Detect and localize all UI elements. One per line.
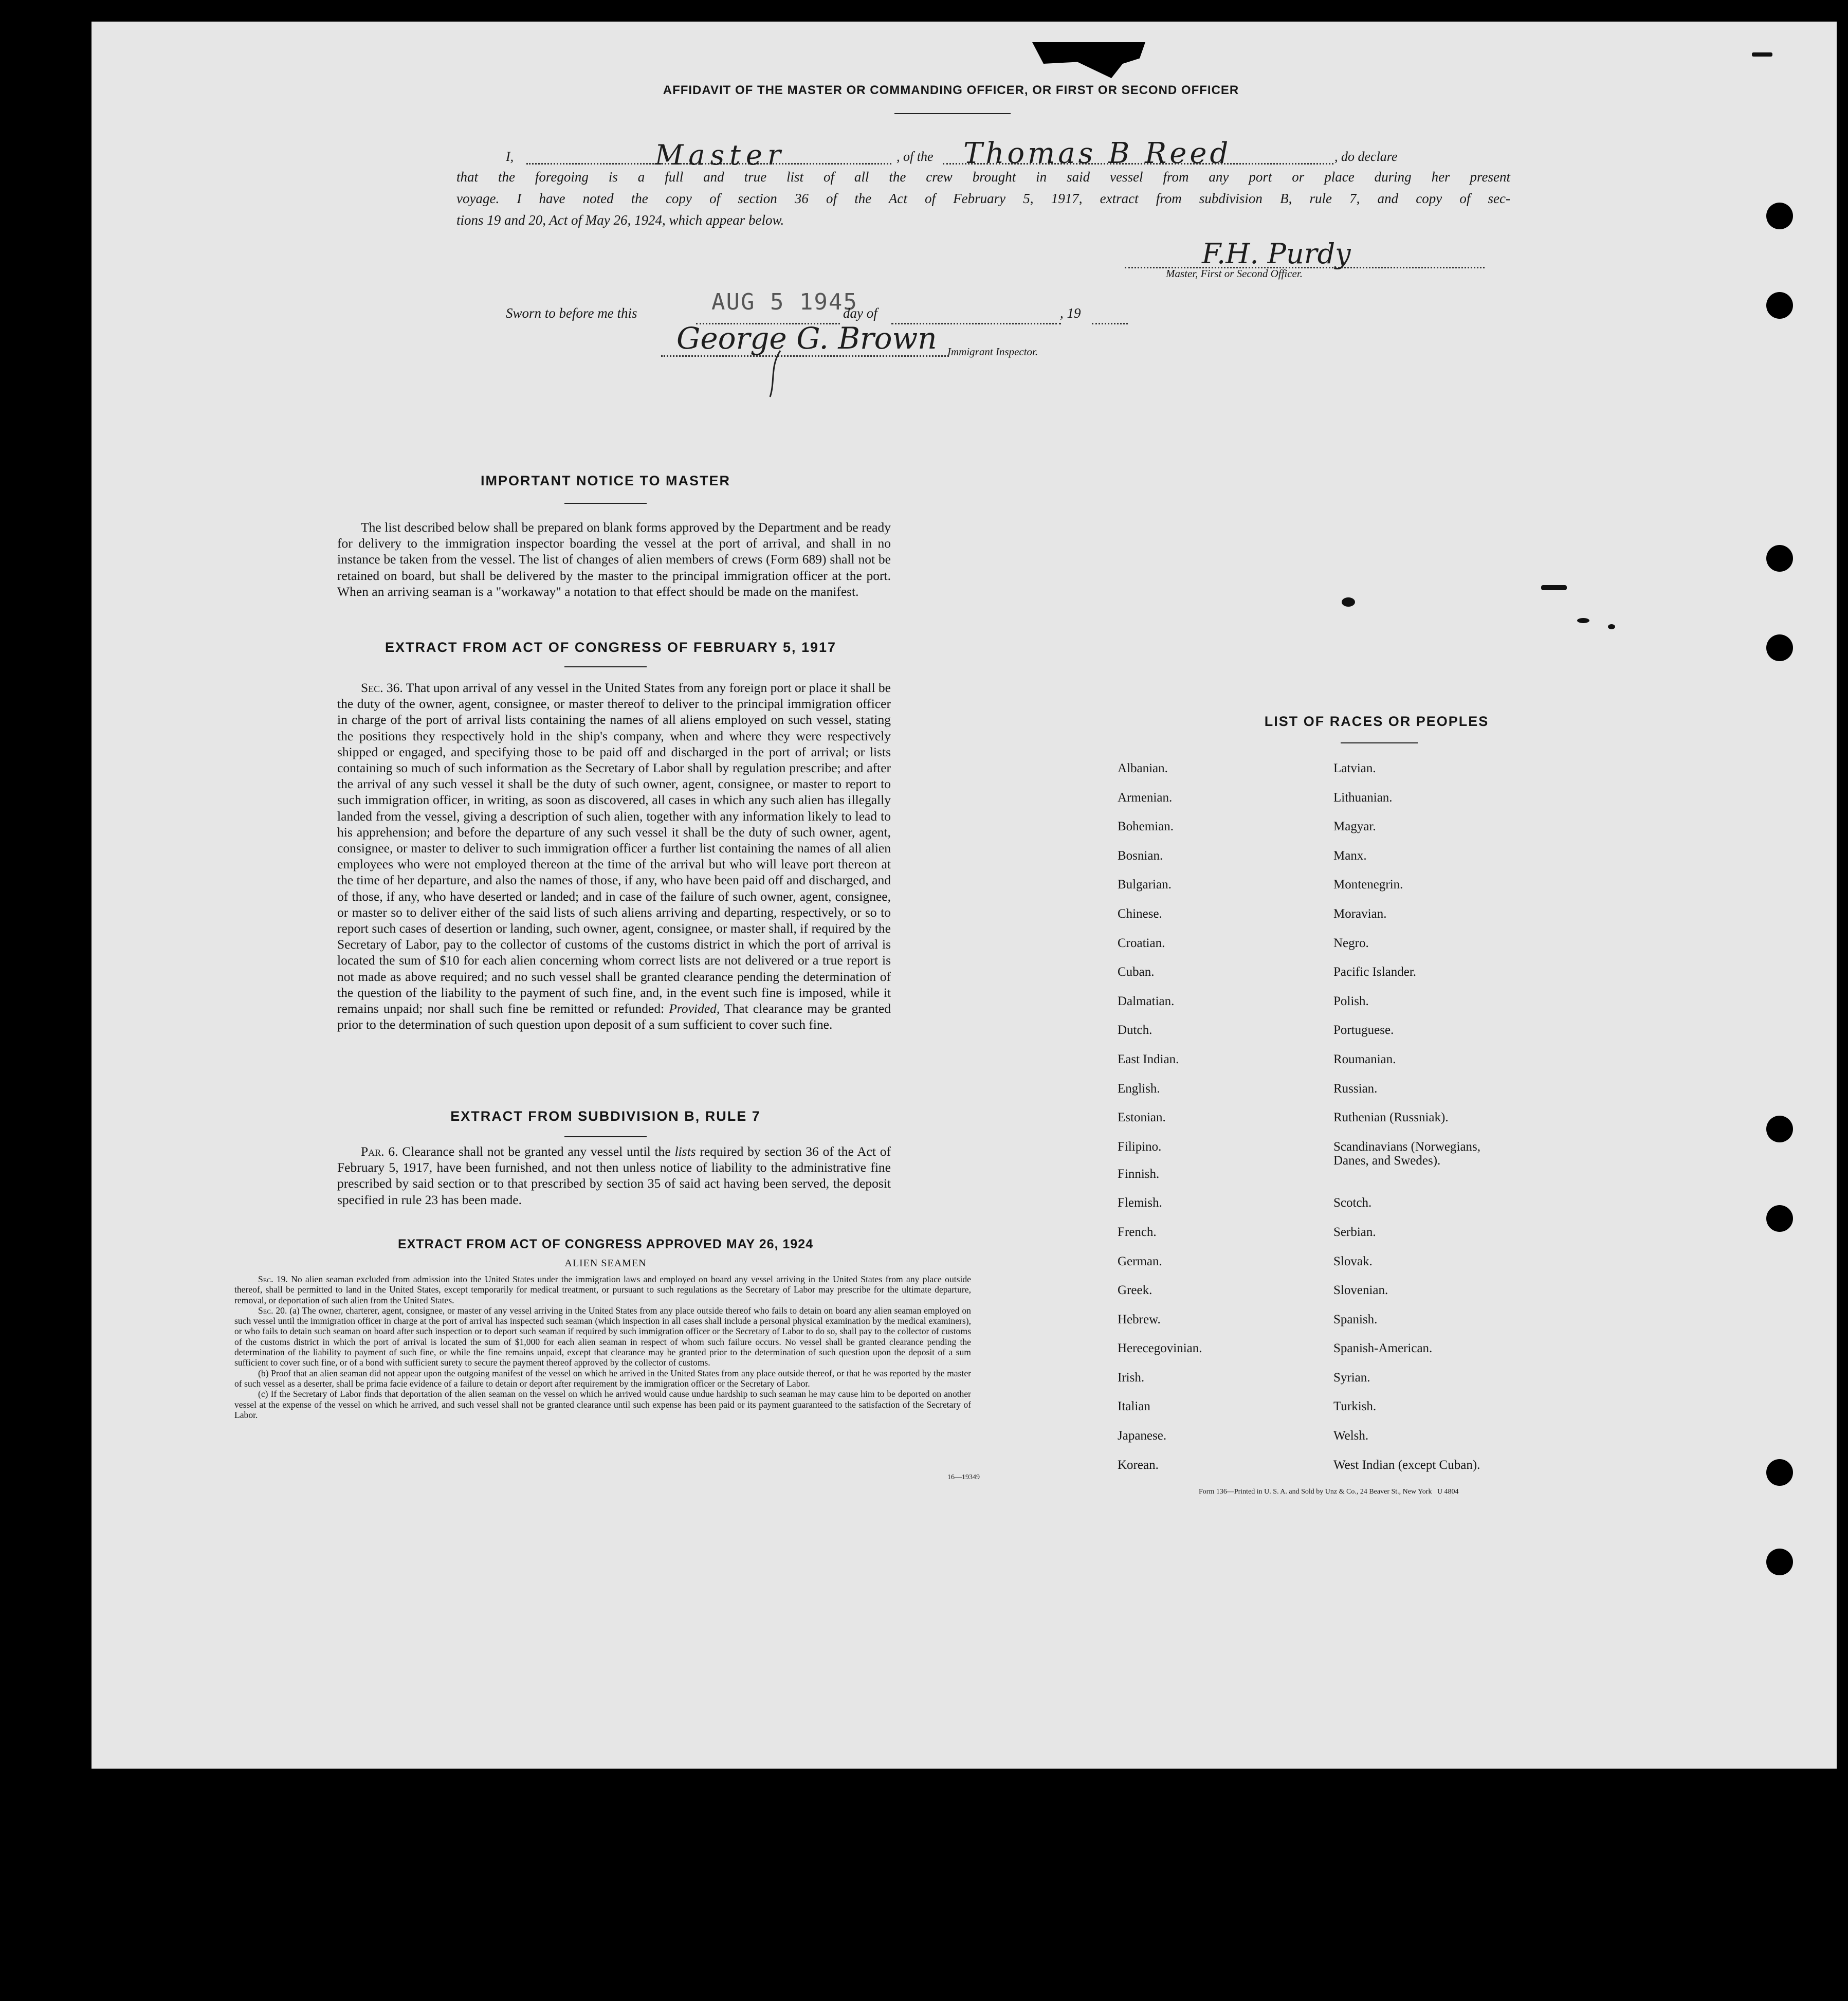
- sworn-label: Sworn to before me this: [506, 305, 637, 321]
- race-item: Flemish.: [1118, 1196, 1162, 1210]
- vessel-name-handwritten: Thomas B Reed: [943, 137, 1333, 165]
- race-item: Manx.: [1333, 848, 1367, 863]
- form-note: Form 136—Printed in U. S. A. and Sold by Unz & Co., 24 Beaver St., New York U 4804: [1199, 1488, 1459, 1496]
- race-item: Latvian.: [1333, 761, 1376, 775]
- date-stamp: AUG 5 1945: [711, 289, 858, 315]
- sec36-body: That upon arrival of any vessel in the United States from any foreign port or place it shall be the duty of the owner, agent, consignee, or master thereof to deliver to the principal immigration officer in charge of the port of arrival lists containing the names of all aliens employed on such vessel, stating the positions they respectively hold in the ship's company, when and where they were respectively shipped or engaged, and specifying those to be paid off and discharged in the port of arrival; or lists containing so much of such information as the Secretary of Labor shall by regulation prescribe; and after the arrival of any such vessel it shall be the duty of such owner, agent, consignee, or master to report to such immigration officer, in writing, as soon as discovered, all cases in which any such alien has illegally landed from the vessel, giving a description of such alien, together with any information likely to lead to his apprehension; and before the departure of any such vessel it shall be the duty of such owner, agent, consignee, or master to deliver to such immigration officer a further list containing the names of all alien employees who were not employed thereon at the time of the arrival but who will leave port thereon at the time of her departure, and also the names of those, if any, who have been paid off and discharged, and of those, if any, who have deserted or landed; and in case of the failure of such owner, agent, consignee, or master so to deliver either of the said lists of such aliens arriving and departing, respectively, or so to report such cases of desertion or landing, such owner, agent, consignee, or master shall, if required by the Secretary of Labor, pay to the collector of customs of the customs district in which the port of arrival is located the sum of $10 for each alien concerning whom correct lists are not delivered or a true report is not made as above required; and no such vessel shall be granted clearance pending the determination of the question of the liability to the payment of such fine, and, in the event such fine is imposed, while it remains unpaid; nor shall such fine be remitted or refunded:: [337, 680, 891, 1016]
- extract-1917-rule: [564, 666, 647, 667]
- race-item: Serbian.: [1333, 1225, 1376, 1239]
- race-item: Montenegrin.: [1333, 878, 1403, 892]
- race-item: Turkish.: [1333, 1399, 1377, 1414]
- affidavit-declaration-line: [506, 139, 1560, 170]
- ink-speck: [1608, 624, 1615, 629]
- race-item: Hebrew.: [1118, 1312, 1161, 1326]
- race-item: Syrian.: [1333, 1370, 1370, 1385]
- par6-body: Clearance shall not be granted any vessel until the: [402, 1144, 671, 1159]
- affidavit-body: [456, 166, 1510, 231]
- sec19-label: Sec. 19.: [258, 1274, 288, 1284]
- extract-1917-heading: EXTRACT FROM ACT OF CONGRESS OF FEBRUARY 5, 1917: [385, 640, 837, 655]
- sec36-label: Sec. 36.: [361, 680, 403, 695]
- punch-hole: [1766, 1116, 1793, 1142]
- race-item: West Indian (except Cuban).: [1333, 1458, 1480, 1472]
- sec20c-text: (c) If the Secretary of Labor finds that deportation of the alien seaman on the vessel on which he arrived would cause undue hardship to such seaman he may cause him to be deported on another vessel at the expense of the vessel on which he arrived, and such vessel shall not be granted clearance until such expense has been paid or its payment guaranteed to the satisfaction of the Secretary of Labor.: [234, 1389, 971, 1420]
- extract-1924-heading: EXTRACT FROM ACT OF CONGRESS APPROVED MAY 26, 1924: [397, 1237, 814, 1251]
- race-item: Pacific Islander.: [1333, 965, 1417, 979]
- sec20a-text: [234, 1305, 971, 1368]
- punch-hole: [1766, 1549, 1793, 1575]
- races-heading: LIST OF RACES OR PEOPLES: [1264, 714, 1489, 729]
- sec20-label: Sec. 20.: [258, 1305, 287, 1316]
- rank-handwritten: Master: [526, 139, 891, 165]
- races-rule: [1341, 742, 1418, 743]
- notice-text: The list described below shall be prepared on blank forms approved by the Department and be ready for delivery to the immigration inspector boarding the vessel at the port of arrival, and shall in no instance be taken from the vessel. The list of changes of alien members of crews (Form 689) shall not be retained on board, but shall be delivered by the master to the principal immigration officer at the port. When an arriving seaman is a "workaway" a notation to that effect should be made on the manifest.: [337, 520, 891, 599]
- race-item: French.: [1118, 1225, 1157, 1239]
- race-item: Roumanian.: [1333, 1052, 1396, 1066]
- race-item: Italian: [1118, 1399, 1150, 1414]
- affidavit-title: AFFIDAVIT OF THE MASTER OR COMMANDING OFFICER, OR FIRST OR SECOND OFFICER: [663, 83, 1239, 97]
- punch-hole: [1766, 1459, 1793, 1486]
- race-item: East Indian.: [1118, 1052, 1179, 1066]
- race-item: Lithuanian.: [1333, 790, 1393, 805]
- ink-speck: [1541, 585, 1567, 590]
- races-left-column: [1118, 761, 1202, 1486]
- race-item: Chinese.: [1118, 906, 1162, 921]
- inspector-caption: Immigrant Inspector.: [947, 345, 1038, 358]
- of-the-label: , of the: [896, 149, 934, 164]
- race-item: Slovenian.: [1333, 1283, 1388, 1298]
- race-item: Cuban.: [1118, 965, 1155, 979]
- document-page: [92, 22, 1837, 1769]
- rule7-rule: [564, 1136, 647, 1137]
- alien-seamen-subheading: ALIEN SEAMEN: [564, 1258, 647, 1269]
- race-item: Russian.: [1333, 1081, 1378, 1096]
- race-item: Albanian.: [1118, 761, 1168, 775]
- ink-speck: [1752, 52, 1772, 57]
- race-item: Greek.: [1118, 1283, 1152, 1298]
- race-item: Finnish.: [1118, 1167, 1160, 1181]
- race-item: Irish.: [1118, 1370, 1145, 1385]
- affidavit-body-line: tions 19 and 20, Act of May 26, 1924, which appear below.: [456, 212, 784, 228]
- race-item: German.: [1118, 1254, 1162, 1268]
- race-item: Korean.: [1118, 1458, 1159, 1472]
- rule7-heading: EXTRACT FROM SUBDIVISION B, RULE 7: [450, 1108, 761, 1124]
- race-item: Scotch.: [1333, 1196, 1372, 1210]
- race-item: Spanish.: [1333, 1312, 1378, 1326]
- inspector-signature: George G. Brown: [661, 321, 949, 357]
- race-item: Polish.: [1333, 994, 1369, 1008]
- race-item: Bohemian.: [1118, 820, 1174, 834]
- print-code: 16—19349: [947, 1474, 980, 1481]
- punch-hole: [1766, 203, 1793, 229]
- race-item: Negro.: [1333, 936, 1369, 950]
- notice-heading: IMPORTANT NOTICE TO MASTER: [481, 473, 730, 488]
- race-item: Estonian.: [1118, 1111, 1166, 1125]
- ink-speck: [1342, 597, 1355, 607]
- year-field: [1092, 299, 1128, 324]
- master-signature: F.H. Purdy: [1125, 238, 1485, 268]
- affidavit-body-line: voyage. I have noted the copy of section 36 of the Act of February 5, 1917, extract from subdivision B, rule 7, and copy of sec-: [456, 191, 1510, 206]
- extract-1924-body: [234, 1274, 971, 1420]
- year-label: , 19: [1060, 305, 1081, 321]
- par6-body-end: required by section 36 of the Act of February 5, 1917, have been furnished, and not then unless notice of liability to the administrative fine prescribed by said section or to that prescribed by section 35 of said act having been served, the deposit specified in rule 23 has been made.: [337, 1144, 891, 1207]
- sec36-text: [337, 680, 891, 1032]
- race-item: Bulgarian.: [1118, 878, 1172, 892]
- sec20b-text: (b) Proof that an alien seaman did not appear upon the outgoing manifest of the vessel on which he arrived in the United States from any place outside thereof, or that he was reported by the master of such vessel as a deserter, shall be prima facie evidence of a failure to detain or deport after requirement by the immigration officer or the Secretary of Labor.: [234, 1368, 971, 1389]
- race-item: Magyar.: [1333, 820, 1376, 834]
- do-declare-label: , do declare: [1334, 149, 1398, 164]
- race-item: Slovak.: [1333, 1254, 1373, 1268]
- race-item: Herecegovinian.: [1118, 1341, 1202, 1356]
- i-label: I,: [506, 149, 514, 164]
- sec19-text: [234, 1274, 971, 1305]
- race-item: Danes, and Swedes).: [1333, 1153, 1441, 1168]
- race-item: Portuguese.: [1333, 1023, 1394, 1038]
- punch-hole: [1766, 545, 1793, 572]
- race-item: Japanese.: [1118, 1429, 1167, 1443]
- sec19-body: No alien seaman excluded from admission into the United States under the immigration laws and employed on board any vessel arriving in the United States from any place outside thereof, shall be permitted to land in the United States, except temporarily for medical treatment, or pursuant to such regulations as the Secretary of Labor may prescribe for the ultimate departure, removal, or deportation of such alien from the United States.: [234, 1274, 971, 1305]
- race-item: Filipino.: [1118, 1139, 1162, 1154]
- race-item: Croatian.: [1118, 936, 1165, 950]
- torn-edge: [1032, 42, 1145, 78]
- punch-hole: [1766, 634, 1793, 661]
- punch-hole: [1766, 1205, 1793, 1232]
- ink-speck: [1577, 618, 1589, 623]
- races-right-column: [1333, 761, 1480, 1486]
- race-item: Dalmatian.: [1118, 994, 1175, 1008]
- lists-word: lists: [674, 1144, 696, 1159]
- race-item: Moravian.: [1333, 906, 1387, 921]
- day-of-label: day of: [843, 305, 877, 321]
- signature-flourish: [749, 345, 811, 402]
- par6-text: [337, 1143, 891, 1208]
- race-item: Dutch.: [1118, 1023, 1152, 1038]
- race-item: Ruthenian (Russniak).: [1333, 1111, 1449, 1125]
- race-item: Spanish-American.: [1333, 1341, 1433, 1356]
- race-item: Bosnian.: [1118, 848, 1163, 863]
- signature-caption: Master, First or Second Officer.: [1166, 267, 1303, 280]
- sec20a-body: (a) The owner, charterer, agent, consignee, or master of any vessel arriving in the United States from any place outside thereof who fails to detain on board any alien seaman employed on such vessel until the immigration officer in charge at the port of arrival has inspected such seaman (which inspection in all cases shall include a personal physical examination by the medical examiners), or who fails to detain such seaman on board after such inspection or to deport such seaman if required by such immigration officer or the Secretary of Labor to do so, shall pay to the collector of customs of the customs district in which the port of arrival is located the sum of $1,000 for each alien seaman in respect of whom such failure occurs. No vessel shall be granted clearance pending the determination of the liability to payment of such fine, or while the fine remains unpaid, except that clearance may be granted prior to the determination of such question upon the deposit of a sum sufficient to cover such fine, or of a bond with sufficient surety to secure the payment thereof approved by the collector of customs.: [234, 1305, 971, 1368]
- title-rule: [894, 113, 1011, 114]
- race-item: English.: [1118, 1081, 1160, 1096]
- race-item: Welsh.: [1333, 1429, 1369, 1443]
- affidavit-body-line: that the foregoing is a full and true list of all the crew brought in said vessel from any port or place during her present: [456, 169, 1510, 185]
- race-item: Armenian.: [1118, 790, 1173, 805]
- notice-rule: [564, 503, 647, 504]
- par6-label: Par. 6.: [361, 1144, 398, 1159]
- provided-word: Provided,: [669, 1001, 720, 1016]
- race-item: Scandinavians (Norwegians,: [1333, 1139, 1481, 1154]
- sec36-body-end: That clearance may be granted prior to the determination of such question upon deposit of a sum sufficient to cover such fine.: [337, 1001, 891, 1032]
- punch-hole: [1766, 292, 1793, 319]
